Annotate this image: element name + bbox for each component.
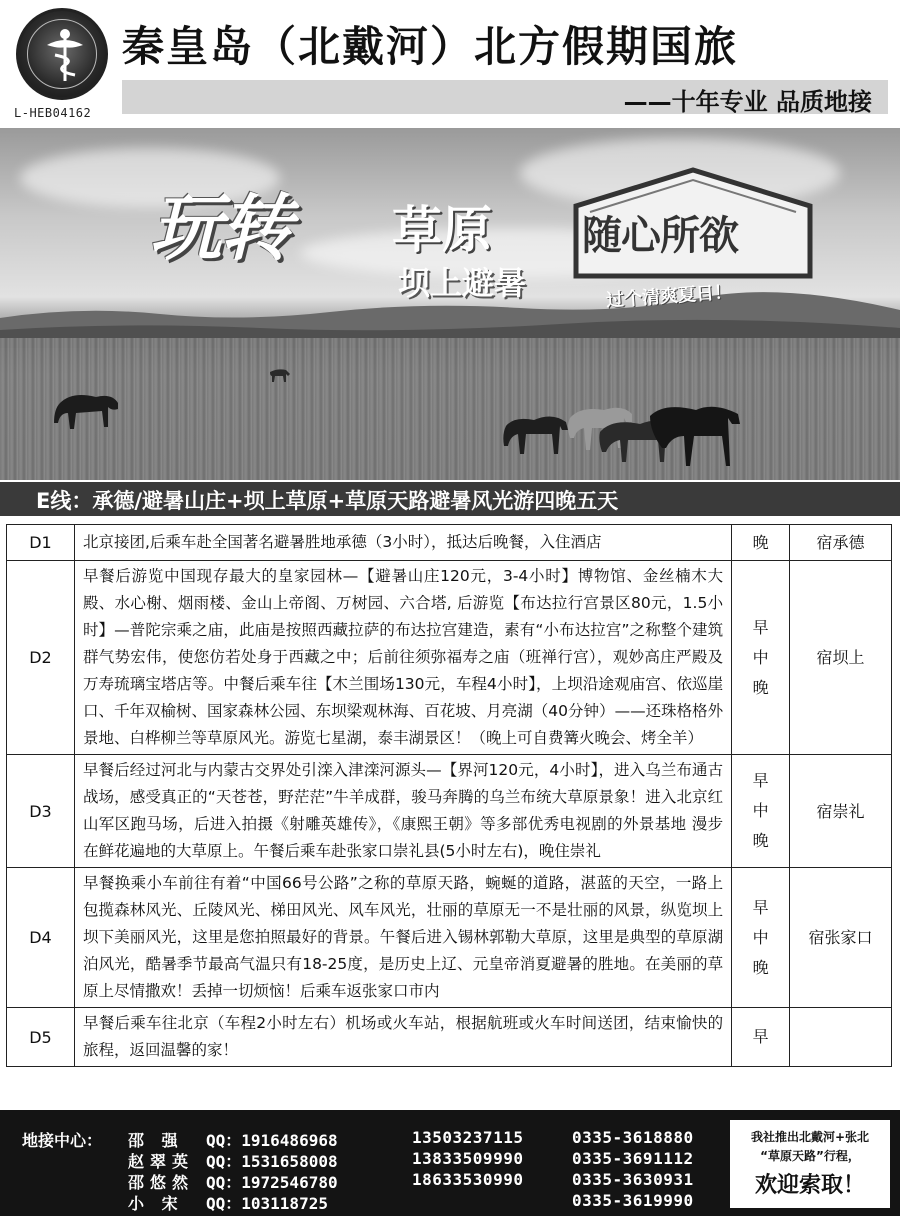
promo-welcome: 欢迎索取！	[754, 1173, 865, 1198]
description-cell: 早餐后游览中国现存最大的皇家园林—【避暑山庄120元，3-4小时】博物馆、金丝楠木大殿、水心榭、烟雨楼、金山上帝阁、万树园、六合塔, 后游览【布达拉行宫景区80元，1.5小时】—普陀宗乘之庙，此庙是按照西藏拉萨的布达拉宫建造，素有“小布达拉宫”之称整个建筑群气势宏伟，使您仿若处身于西藏之中；后前往须弥福寿之庙（班禅行宫），观妙高庄严殿及万寿琉璃宝塔店等。中餐后乘车往【木兰围场130元，车程4小时】，上坝沿途观庙宫、依巡崖口、千年双榆树、国家森林公园、东坝梁观林海、百花坡、月亮湖（40分钟）——还珠格格外景地、白桦柳兰等草原风光。游览七星湖，泰丰湖景区！（晚上可自费篝火晚会、烤全羊）	[74, 561, 731, 755]
description-cell: 早餐换乘小车前往有着“中国66号公路”之称的草原天路，蜿蜒的道路，湛蓝的天空，一路上包揽森林风光、丘陵风光、梯田风光、风车风光，壮丽的草原无一不是壮丽的风景，纵览坝上坝下美丽风光，这里是您拍照最好的背景。午餐后进入锡林郭勒大草原，这里是典型的草原湖泊风光，酷暑季节最高气温只有18-25度，是历史上辽、元皇帝消夏避暑的胜地。在美丽的草原上尽情撒欢！丢掉一切烦恼！后乘车返张家口市内	[74, 868, 731, 1008]
slogan: ——十年专业 品质地接	[623, 88, 872, 116]
contact-name: 赵翠英	[128, 1152, 195, 1171]
itinerary-table	[6, 524, 892, 1067]
banner-headline-grassland: 草原	[392, 201, 492, 259]
banner-headline: 玩转	[150, 186, 291, 270]
slogan-bar	[122, 80, 888, 114]
banner-slogan-freely: 随心所欲	[582, 213, 738, 259]
page-title: 秦皇岛（北戴河）北方假期国旅	[122, 22, 739, 71]
caduceus-icon	[41, 27, 89, 85]
contact-telephone: 0335-3619990	[572, 1191, 694, 1210]
contact-mobile: 18633530990	[412, 1170, 524, 1189]
contact-footer	[0, 1110, 900, 1216]
contact-qq: QQ：103118725	[206, 1194, 328, 1213]
contact-qq: QQ：1972546780	[206, 1173, 338, 1192]
day-cell: D1	[7, 525, 75, 561]
meal-cell: 早 中 晚	[732, 868, 790, 1008]
table-row	[7, 1008, 892, 1067]
contact-telephone: 0335-3630931	[572, 1170, 694, 1189]
meal-cell: 早 中 晚	[732, 755, 790, 868]
contact-row	[0, 1149, 730, 1171]
contact-mobile: 13833509990	[412, 1149, 524, 1168]
banner-subtitle: 坝上避暑	[398, 264, 527, 302]
stay-cell: 宿承德	[790, 525, 892, 561]
promo-line: 我社推出北戴河+张北	[750, 1130, 870, 1144]
contact-name: 小 宋	[128, 1194, 184, 1213]
agency-logo	[16, 8, 108, 100]
contact-telephone: 0335-3618880	[572, 1128, 694, 1147]
contact-center-label: 地接中心：	[22, 1131, 103, 1150]
contact-row	[0, 1170, 730, 1192]
license-number: L-HEB04162	[14, 106, 92, 120]
grassland	[0, 338, 900, 480]
banner-tagline: 过个清爽夏日！	[605, 281, 733, 312]
day-cell: D4	[7, 868, 75, 1008]
contact-name: 邵悠然	[128, 1173, 195, 1192]
meal-cell: 早	[732, 1008, 790, 1067]
description-cell: 北京接团,后乘车赴全国著名避暑胜地承德（3小时），抵达后晚餐，入住酒店	[74, 525, 731, 561]
table-row	[7, 755, 892, 868]
route-title-bar	[0, 482, 900, 516]
promo-line: “草原天路”行程，	[760, 1149, 860, 1163]
table-row	[7, 561, 892, 755]
day-cell: D5	[7, 1008, 75, 1067]
day-cell: D3	[7, 755, 75, 868]
stay-cell: 宿崇礼	[790, 755, 892, 868]
stay-cell: 宿坝上	[790, 561, 892, 755]
contact-mobile: 13503237115	[412, 1128, 524, 1147]
meal-cell: 晚	[732, 525, 790, 561]
contact-name: 邵 强	[128, 1131, 184, 1150]
banner-image	[0, 128, 900, 480]
route-title: E线：承德/避暑山庄+坝上草原+草原天路避暑风光游四晚五天	[36, 489, 619, 513]
header	[0, 0, 900, 125]
horse-icon	[52, 383, 132, 433]
promo-box	[730, 1120, 890, 1208]
table-row	[7, 525, 892, 561]
horse-herd-icon	[500, 396, 750, 472]
stay-cell: 宿张家口	[790, 868, 892, 1008]
stay-cell	[790, 1008, 892, 1067]
contact-row	[0, 1191, 730, 1213]
contact-row	[0, 1128, 730, 1150]
horse-icon	[268, 366, 292, 384]
day-cell: D2	[7, 561, 75, 755]
contact-qq: QQ：1916486968	[206, 1131, 338, 1150]
meal-cell: 早 中 晚	[732, 561, 790, 755]
description-cell: 早餐后乘车往北京（车程2小时左右）机场或火车站，根据航班或火车时间送团，结束愉快的旅程，返回温馨的家！	[74, 1008, 731, 1067]
description-cell: 早餐后经过河北与内蒙古交界处引滦入津滦河源头—【界河120元，4小时】，进入乌兰布通古战场，感受真正的“天苍苍，野茫茫”牛羊成群，骏马奔腾的乌兰布统大草原景象！进入北京红山军区跑马场，后进入拍摄《射雕英雄传》，《康熙王朝》等多部优秀电视剧的外景基地 漫步在鲜花遍地的大草原上。午餐后乘车赴张家口崇礼县(5小时左右)，晚住崇礼	[74, 755, 731, 868]
table-row	[7, 868, 892, 1008]
contact-qq: QQ：1531658008	[206, 1152, 338, 1171]
contact-telephone: 0335-3691112	[572, 1149, 694, 1168]
